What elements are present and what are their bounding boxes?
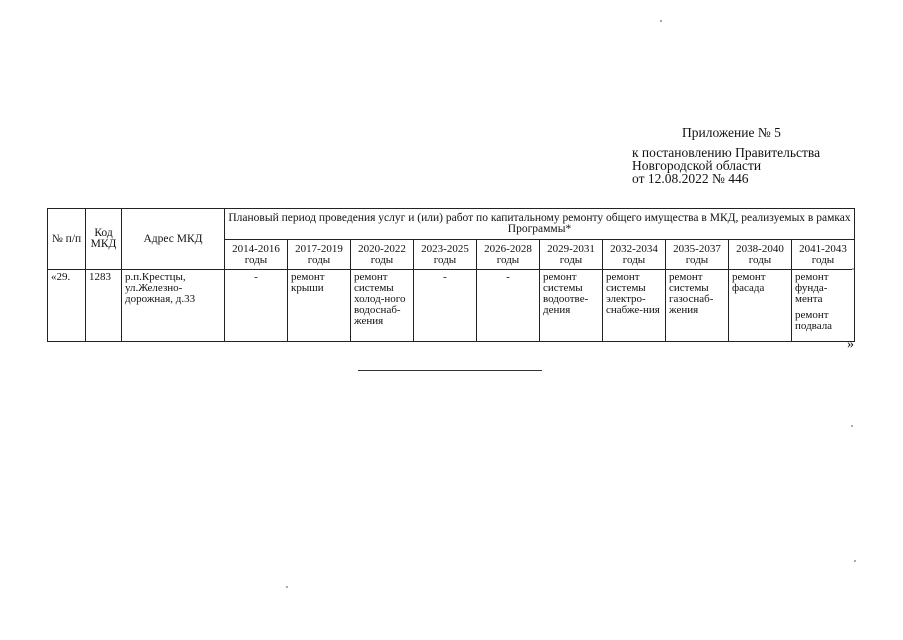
scan-speck [852, 268, 854, 270]
row-address: р.п.Крестцы, ул.Железно-дорожная, д.33 [122, 270, 225, 342]
period-header: 2032-2034 годы [603, 240, 666, 270]
scan-speck [851, 425, 853, 427]
period-header: 2041-2043 годы [792, 240, 855, 270]
row-cell: - [225, 270, 288, 342]
header-address: Адрес МКД [122, 209, 225, 270]
row-cell: ремонт системы электро-снабже-ния [603, 270, 666, 342]
appendix-header [632, 126, 820, 185]
row-cell-basement: ремонт подвала [795, 309, 833, 332]
scan-speck [660, 20, 662, 22]
row-cell: ремонт системы водоотве-дения [540, 270, 603, 342]
appendix-resolution: к постановлению Правительства [632, 145, 821, 160]
row-cell: ремонт системы газоснаб-жения [666, 270, 729, 342]
closing-quote: » [847, 337, 854, 352]
appendix-region: Новгородской области [632, 158, 762, 173]
period-header: 2029-2031 годы [540, 240, 603, 270]
period-header: 2014-2016 годы [225, 240, 288, 270]
repair-plan-table [47, 208, 855, 342]
period-header: 2020-2022 годы [351, 240, 414, 270]
table-row [48, 270, 855, 342]
period-header: 2026-2028 годы [477, 240, 540, 270]
signature-rule [358, 370, 542, 371]
row-cell-foundation: ремонт фунда-мента [795, 271, 829, 305]
row-number: «29. [48, 270, 86, 342]
row-cell: ремонт фасада [729, 270, 792, 342]
header-code: Код МКД [86, 209, 122, 270]
header-number: № п/п [48, 209, 86, 270]
period-header: 2038-2040 годы [729, 240, 792, 270]
row-cell: ремонт крыши [288, 270, 351, 342]
scan-speck [854, 560, 856, 562]
row-cell: - [477, 270, 540, 342]
row-cell: ремонт системы холод-ного водоснаб-жения [351, 270, 414, 342]
row-cell: - [414, 270, 477, 342]
scan-speck [286, 586, 288, 588]
row-code: 1283 [86, 270, 122, 342]
period-header: 2017-2019 годы [288, 240, 351, 270]
period-header: 2035-2037 годы [666, 240, 729, 270]
row-cell-last [792, 270, 855, 342]
period-header: 2023-2025 годы [414, 240, 477, 270]
header-planned-period: Плановый период проведения услуг и (или) работ по капитальному ремонту общего имущества в МКД, реализуемых в рамках Программы* [225, 209, 855, 240]
appendix-date: от 12.08.2022 № 446 [632, 171, 749, 186]
appendix-title: Приложение № 5 [682, 125, 781, 140]
